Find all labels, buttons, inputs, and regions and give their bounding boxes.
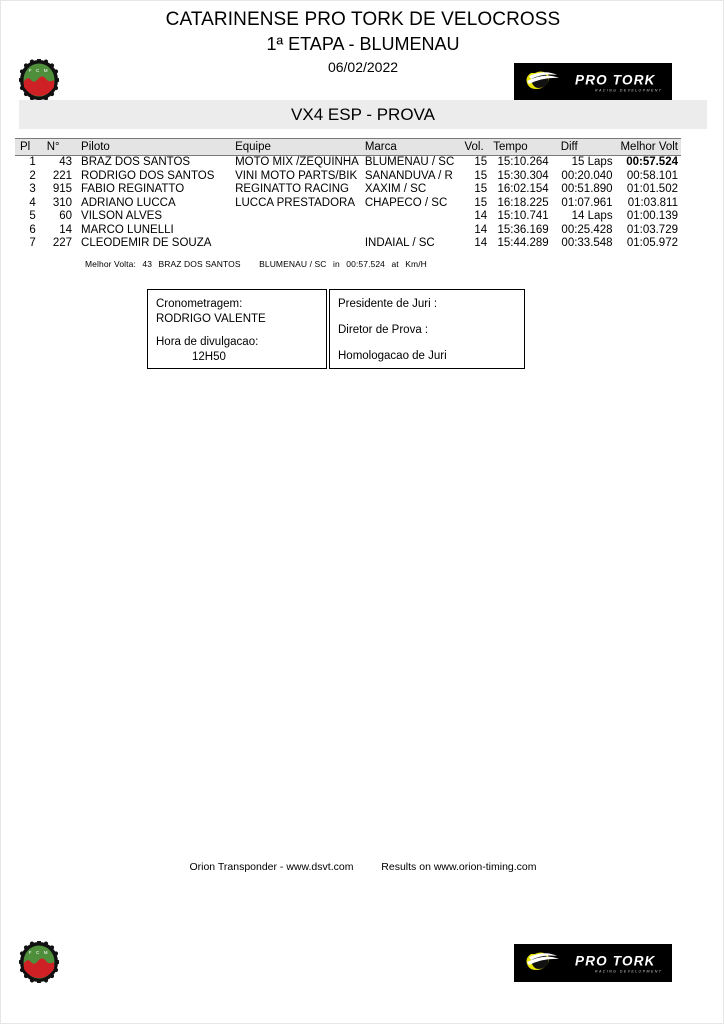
jury-homologation-label: Homologacao de Juri: [338, 350, 447, 362]
footer-transponder: Orion Transponder - www.dsvt.com: [189, 861, 354, 873]
cell-melhor-volt: 00:58.101: [626, 169, 678, 182]
cell-melhor-volt: 01:05.972: [626, 237, 678, 249]
table-row: [15, 197, 681, 211]
cell-equipe: LUCCA PRESTADORA: [235, 196, 355, 209]
cell-diff: 14 Laps: [571, 210, 613, 222]
results-table-header-row: [15, 139, 681, 156]
cell-vol: 15: [474, 183, 488, 195]
event-subtitle: 1ª ETAPA - BLUMENAU: [266, 34, 460, 54]
best-lap-number: 43: [142, 259, 153, 269]
cell-marca: CHAPECO / SC: [364, 196, 448, 209]
jury-signature-box: [329, 289, 525, 369]
svg-text:PRO TORK: PRO TORK: [575, 72, 656, 88]
cell-vol: 15: [474, 169, 488, 182]
cell-vol: 14: [474, 237, 488, 249]
table-row: [15, 183, 681, 197]
cell-piloto: MARCO LUNELLI: [81, 223, 174, 236]
column-header-marca: Marca: [362, 139, 462, 156]
class-title-label: VX4 ESP - PROVA: [291, 104, 435, 124]
publish-time-value: 12H50: [192, 351, 226, 363]
class-title-bar: [19, 100, 707, 129]
svg-text:F C M: F C M: [28, 950, 50, 955]
column-header-tempo: Tempo: [490, 139, 552, 156]
cell-diff: 01:07.961: [561, 196, 613, 209]
best-lap-label: Melhor Volta:: [85, 259, 136, 269]
cell-melhor-volt: 01:01.502: [626, 183, 678, 195]
cell-marca: XAXIM / SC: [364, 183, 427, 195]
cell-tempo: 15:30.304: [497, 169, 549, 182]
table-row: [15, 170, 681, 184]
cell-tempo: 15:36.169: [497, 223, 549, 236]
cell-marca: [362, 210, 462, 224]
cell-tempo: 15:10.264: [497, 156, 549, 168]
cell-tempo: 16:02.154: [497, 183, 549, 195]
cell-melhor-volt: 01:00.139: [626, 210, 678, 222]
best-lap-rider: BRAZ DOS SANTOS: [158, 259, 241, 269]
cell-piloto: ADRIANO LUCCA: [81, 196, 176, 209]
cell-piloto: FABIO REGINATTO: [81, 183, 185, 195]
cell-pl: 6: [29, 223, 36, 236]
pro-tork-logo-bottom: [514, 944, 672, 982]
cell-diff: 15 Laps: [571, 156, 613, 168]
cell-diff: 00:51.890: [561, 183, 613, 195]
table-row: [15, 210, 681, 224]
table-row: [15, 156, 681, 170]
race-director-label: Diretor de Prova :: [338, 324, 429, 336]
timing-name: RODRIGO VALENTE: [156, 313, 266, 325]
cell-piloto: VILSON ALVES: [81, 210, 163, 222]
cell-number: 43: [59, 156, 73, 168]
column-header-melhor-volt: Melhor Volt: [616, 139, 681, 156]
cell-number: 915: [52, 183, 73, 195]
club-badge-icon: [19, 59, 59, 101]
column-header-number: N°: [39, 139, 75, 156]
cell-melhor-volt: 01:03.811: [627, 196, 678, 209]
cell-equipe: REGINATTO RACING: [235, 183, 350, 195]
column-header-pl: Pl: [15, 139, 39, 156]
column-header-piloto: Piloto: [75, 139, 232, 156]
document-footer: [1, 861, 724, 873]
cell-equipe: [232, 237, 362, 251]
table-row: [15, 237, 681, 251]
timing-label: Cronometragem:: [156, 298, 243, 310]
footer-results: Results on www.orion-timing.com: [381, 861, 537, 873]
timing-signature-box: [147, 289, 327, 369]
column-header-diff: Diff: [552, 139, 616, 156]
cell-tempo: 16:18.225: [497, 196, 549, 209]
event-title: CATARINENSE PRO TORK DE VELOCROSS: [165, 9, 561, 30]
cell-tempo: 15:10.741: [497, 210, 549, 222]
table-row: [15, 224, 681, 238]
cell-equipe: [232, 210, 362, 224]
cell-vol: 14: [474, 210, 488, 222]
best-lap-in: in: [333, 259, 340, 269]
cell-pl: 7: [29, 237, 36, 249]
club-badge-icon-bottom: [19, 941, 59, 983]
svg-text:F C M: F C M: [28, 68, 50, 73]
cell-piloto: RODRIGO DOS SANTOS: [81, 169, 215, 182]
cell-marca: SANANDUVA / R: [364, 169, 453, 182]
cell-vol: 15: [474, 196, 488, 209]
cell-pl: 3: [29, 183, 36, 195]
cell-number: 60: [59, 210, 73, 222]
best-lap-city: BLUMENAU / SC: [259, 259, 327, 269]
results-table-body: [15, 156, 681, 251]
cell-marca: [362, 224, 462, 238]
svg-text:RACING DEVELOPMENT: RACING DEVELOPMENT: [595, 88, 663, 93]
column-header-equipe: Equipe: [232, 139, 362, 156]
event-date: 06/02/2022: [327, 59, 399, 75]
cell-number: 221: [52, 169, 73, 182]
svg-text:RACING DEVELOPMENT: RACING DEVELOPMENT: [595, 969, 663, 974]
cell-melhor-volt: 01:03.729: [626, 223, 678, 236]
cell-equipe: MOTO MIX /ZEQUINHA: [235, 156, 359, 168]
cell-pl: 1: [29, 156, 36, 168]
cell-vol: 15: [474, 156, 488, 168]
pro-tork-logo: [514, 63, 672, 101]
cell-pl: 4: [29, 196, 36, 209]
cell-piloto: CLEODEMIR DE SOUZA: [81, 237, 212, 249]
jury-president-label: Presidente de Juri :: [338, 298, 438, 310]
cell-diff: 00:33.548: [561, 237, 613, 249]
cell-diff: 00:25.428: [561, 223, 613, 236]
cell-pl: 2: [29, 169, 36, 182]
cell-melhor-volt: 00:57.524: [626, 156, 678, 168]
best-lap-speed-unit: Km/H: [405, 259, 427, 269]
cell-tempo: 15:44.289: [497, 237, 549, 249]
cell-number: 14: [59, 223, 73, 236]
publish-time-label: Hora de divulgacao:: [156, 336, 259, 348]
cell-number: 310: [52, 196, 73, 209]
signature-spacer: [156, 327, 318, 335]
best-lap-note: [85, 259, 431, 269]
signature-area: [147, 289, 525, 369]
results-table: [15, 138, 681, 251]
best-lap-at: at: [391, 259, 399, 269]
best-lap-time: 00:57.524: [346, 259, 386, 269]
svg-text:PRO TORK: PRO TORK: [575, 953, 656, 969]
cell-pl: 5: [29, 210, 36, 222]
cell-equipe: VINI MOTO PARTS/BIK: [235, 169, 358, 182]
cell-equipe: [232, 224, 362, 238]
cell-number: 227: [52, 237, 73, 249]
cell-marca: INDAIAL / SC: [364, 237, 435, 249]
column-header-vol: Vol.: [461, 139, 490, 156]
cell-diff: 00:20.040: [561, 169, 613, 182]
cell-piloto: BRAZ DOS SANTOS: [81, 156, 191, 168]
cell-marca: BLUMENAU / SC: [364, 156, 455, 168]
cell-vol: 14: [474, 223, 488, 236]
